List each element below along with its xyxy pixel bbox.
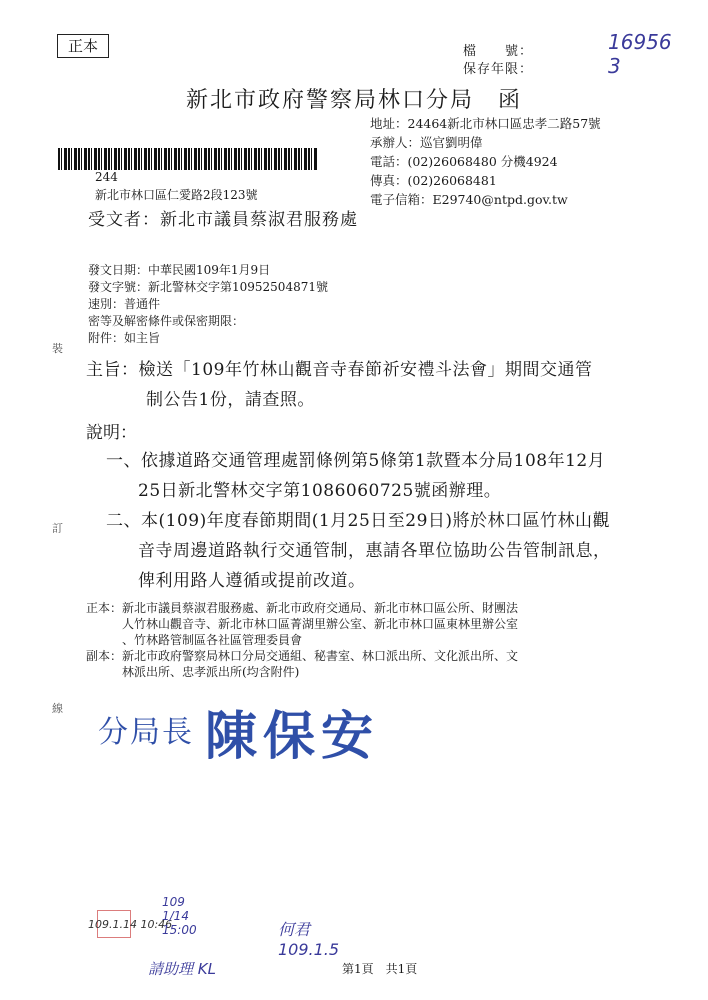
issue-details <box>88 262 328 347</box>
handwritten-instruction: 請助理 KL <box>148 960 216 978</box>
handwritten-file-number: 16956 3 <box>608 30 672 78</box>
item-1-line-1: 一、依據道路交通管理處罰條例第5條第1款暨本分局108年12月 <box>106 451 606 471</box>
explanation-label: 說明： <box>86 423 137 443</box>
copy-recipients-label: 副本： <box>86 649 123 663</box>
explanation-item-1 <box>106 446 605 506</box>
document-title: 新北市政府警察局林口分局 函 <box>185 88 522 113</box>
item-2-line-1: 二、本(109)年度春節期間(1月25日至29日)將於林口區竹林山觀 <box>106 511 611 531</box>
recipient-postal-code: 244 <box>95 170 118 184</box>
recipient-address: 新北市林口區仁愛路2段123號 <box>95 188 258 202</box>
cut-line-mark: 線 <box>52 702 63 715</box>
contact-person: 承辦人：巡官劉明偉 <box>370 135 483 150</box>
issue-number: 發文字號：新北警林交字第10952504871號 <box>88 280 328 294</box>
barcode <box>58 148 318 170</box>
copy-recipients-line-1: 新北市政府警察局林口分局交通組、秘書室、林口派出所、文化派出所、文 <box>122 649 519 663</box>
subject-line-2: 制公告1份，請查照。 <box>146 390 315 410</box>
received-time: 109.1.14 10:46 <box>88 918 173 931</box>
fax-number: 傳真：(02)26068481 <box>370 173 497 188</box>
original-recipients-label: 正本： <box>86 601 123 615</box>
subject-section <box>86 355 592 415</box>
page-number: 第1頁 共1頁 <box>342 962 418 976</box>
explanation-item-2 <box>106 506 611 596</box>
email-address: 電子信箱：E29740@ntpd.gov.tw <box>370 192 568 207</box>
sender-info <box>370 114 601 209</box>
signature-name-stamp: 陳保安 <box>205 707 380 767</box>
original-copy-mark: 正本 <box>57 34 109 58</box>
handwritten-initials: 何君 109.1.5 <box>278 920 340 959</box>
copy-recipients-line-2: 林派出所、忠孝派出所(均含附件) <box>122 665 300 679</box>
sender-address: 地址：24464新北市林口區忠孝二路57號 <box>370 116 601 131</box>
addressee: 受文者：新北市議員蔡淑君服務處 <box>88 210 358 230</box>
phone-number: 電話：(02)26068480 分機4924 <box>370 154 558 169</box>
staple-mark: 訂 <box>52 522 63 535</box>
subject-line-1: 檢送「109年竹林山觀音寺春節祈安禮斗法會」期間交通管 <box>138 360 593 380</box>
retention-period-label: 保存年限： <box>463 62 534 77</box>
item-2-line-2: 音寺周邊道路執行交通管制，惠請各單位協助公告管制訊息， <box>138 541 611 561</box>
delivery-speed: 速別：普通件 <box>88 297 161 311</box>
signature-title: 分局長 <box>98 715 194 750</box>
file-number-label: 檔 號： <box>463 44 534 59</box>
binding-mark: 裝 <box>52 342 63 355</box>
original-recipients-line-2: 人竹林山觀音寺、新北市林口區菁湖里辦公室、新北市林口區東林里辦公室 <box>122 617 519 631</box>
original-recipients-line-3: 、竹林路管制區各社區管理委員會 <box>122 633 303 647</box>
secrecy-level: 密等及解密條件或保密期限： <box>88 314 245 328</box>
subject-label: 主旨： <box>86 360 139 380</box>
attachment-note: 附件：如主旨 <box>88 331 161 345</box>
issue-date: 發文日期：中華民國109年1月9日 <box>88 263 271 277</box>
handwritten-date-note: 109 1/14 15:00 <box>162 895 197 937</box>
item-1-line-2: 25日新北警林交字第1086060725號函辦理。 <box>138 481 502 501</box>
item-2-line-3: 俾利用路人遵循或提前改道。 <box>138 571 366 591</box>
original-recipients-line-1: 新北市議員蔡淑君服務處、新北市政府交通局、新北市林口區公所、財團法 <box>122 601 519 615</box>
distribution-list <box>86 600 518 680</box>
